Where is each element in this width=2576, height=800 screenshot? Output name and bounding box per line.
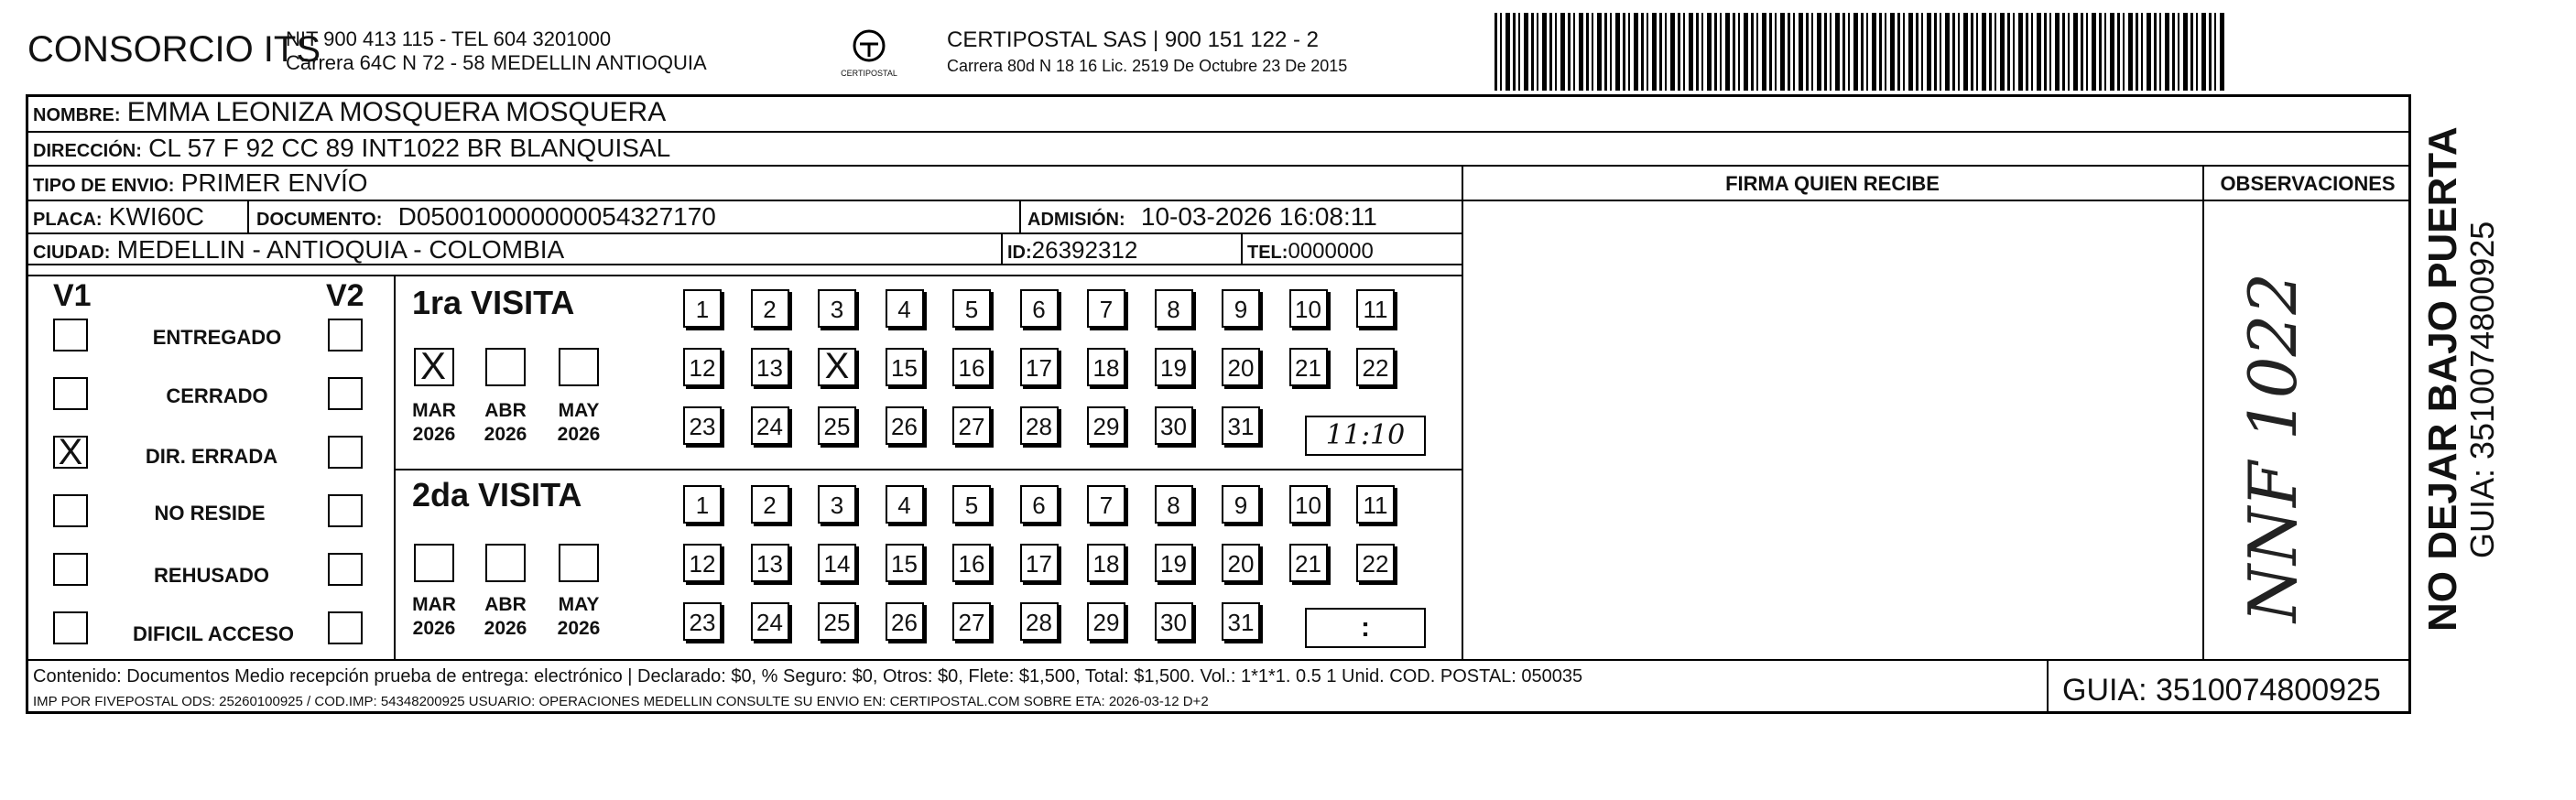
v1-rehusado-checkbox[interactable]: [53, 553, 88, 586]
visit1-day-31[interactable]: 31: [1222, 406, 1260, 445]
visit1-day-8[interactable]: 8: [1155, 289, 1193, 328]
visit1-day-28[interactable]: 28: [1020, 406, 1059, 445]
id-label: ID:: [1007, 243, 1032, 263]
v2-header: V2: [326, 278, 364, 313]
visit1-day-15[interactable]: 15: [886, 348, 924, 386]
visit1-day-3[interactable]: 3: [818, 289, 856, 328]
carrier-info: [947, 27, 1347, 76]
visit2-day-2[interactable]: 2: [751, 485, 789, 524]
v2-entregado-checkbox[interactable]: [328, 319, 363, 351]
v1-no-reside-checkbox[interactable]: [53, 494, 88, 527]
visit2-day-31[interactable]: 31: [1222, 602, 1260, 641]
visit2-day-7[interactable]: 7: [1087, 485, 1125, 524]
tel-label: TEL:: [1247, 243, 1288, 263]
visit2-day-1[interactable]: 1: [683, 485, 722, 524]
v1-cerrado-checkbox[interactable]: [53, 377, 88, 410]
v1-dificil-acceso-checkbox[interactable]: [53, 611, 88, 644]
nombre-row: [33, 99, 666, 129]
company-name: CONSORCIO ITS: [27, 29, 321, 70]
visit2-day-25[interactable]: 25: [818, 602, 856, 641]
visit2-day-10[interactable]: 10: [1289, 485, 1328, 524]
visit2-month-abr-checkbox[interactable]: [485, 544, 526, 582]
visit2-day-23[interactable]: 23: [683, 602, 722, 641]
v2-dir-errada-checkbox[interactable]: [328, 436, 363, 469]
documento-row: [256, 203, 716, 233]
visit2-day-12[interactable]: 12: [683, 544, 722, 582]
visit1-day-2[interactable]: 2: [751, 289, 789, 328]
observaciones-header: OBSERVACIONES: [2220, 172, 2396, 195]
visit1-day-30[interactable]: 30: [1155, 406, 1193, 445]
visit1-day-26[interactable]: 26: [886, 406, 924, 445]
visit1-day-4[interactable]: 4: [886, 289, 924, 328]
visit2-month-may: MAY 2026: [557, 594, 601, 639]
side-instruction: NO DEJAR BAJO PUERTA: [2420, 126, 2465, 632]
admision-value: 10-03-2026 16:08:11: [1140, 202, 1377, 231]
visit2-day-22[interactable]: 22: [1356, 544, 1395, 582]
v1-header: V1: [53, 278, 92, 313]
v1-dir-errada-checkbox[interactable]: [53, 432, 88, 472]
placa-value: KWI60C: [108, 202, 205, 231]
ciudad-value: MEDELLIN - ANTIOQUIA - COLOMBIA: [116, 235, 565, 264]
reason-no-reside: NO RESIDE: [154, 502, 266, 524]
carrier-address: Carrera 80d N 18 16 Lic. 2519 De Octubre 23 De 2015: [947, 57, 1348, 75]
visit1-day-1[interactable]: 1: [683, 289, 722, 328]
reason-dificil-acceso: DIFICIL ACCESO: [132, 622, 294, 645]
visit2-day-21[interactable]: 21: [1289, 544, 1328, 582]
documento-label: DOCUMENTO:: [256, 210, 383, 230]
visit2-day-5[interactable]: 5: [952, 485, 991, 524]
visit1-month-abr: ABR 2026: [484, 400, 527, 445]
id-row: [1007, 236, 1137, 266]
visit1-month-may: MAY 2026: [557, 400, 601, 445]
visit1-day-9[interactable]: 9: [1222, 289, 1260, 328]
visit2-title: 2da VISITA: [412, 476, 582, 514]
visit2-day-29[interactable]: 29: [1087, 602, 1125, 641]
admision-label: ADMISIÓN:: [1027, 210, 1125, 230]
visit2-month-abr: ABR 2026: [484, 594, 527, 639]
visit2-month-mar: MAR 2026: [412, 594, 456, 639]
x-mark-icon: X: [419, 344, 446, 387]
visit2-day-27[interactable]: 27: [952, 602, 991, 641]
visit1-day-16[interactable]: 16: [952, 348, 991, 386]
documento-value: D050010000000054327170: [397, 202, 716, 231]
visit2-day-15[interactable]: 15: [886, 544, 924, 582]
x-mark-icon: X: [824, 346, 850, 386]
contenido-text: Contenido: Documentos Medio recepción prueba de entrega: electrónico | Declarado: $0, % Seguro: $0, Otros: $0, Flete: $1,500, Total: $1,500. Vol.: 1*1*1. 0.5 1 Unid. COD. POSTAL: 050035: [33, 666, 1583, 686]
v2-rehusado-checkbox[interactable]: [328, 553, 363, 586]
visit2-day-18[interactable]: 18: [1087, 544, 1125, 582]
tipo-envio-label: TIPO DE ENVIO:: [33, 176, 175, 196]
visit2-day-4[interactable]: 4: [886, 485, 924, 524]
direccion-value: CL 57 F 92 CC 89 INT1022 BR BLANQUISAL: [148, 134, 671, 162]
ciudad-row: [33, 236, 564, 266]
direccion-row: [33, 135, 670, 165]
visit2-day-24[interactable]: 24: [751, 602, 789, 641]
visit1-month-abr-checkbox[interactable]: [485, 348, 526, 386]
barcode: [1495, 13, 2227, 91]
v2-no-reside-checkbox[interactable]: [328, 494, 363, 527]
reason-rehusado: REHUSADO: [154, 564, 269, 587]
direccion-label: DIRECCIÓN:: [33, 141, 142, 161]
logo-icon: [851, 27, 887, 64]
visit1-day-7[interactable]: 7: [1087, 289, 1125, 328]
visit2-day-20[interactable]: 20: [1222, 544, 1260, 582]
visit1-day-5[interactable]: 5: [952, 289, 991, 328]
visit1-month-mar: MAR 2026: [412, 400, 456, 445]
visit1-day-23[interactable]: 23: [683, 406, 722, 445]
tipo-envio-row: [33, 169, 368, 200]
visit2-day-14[interactable]: 14: [818, 544, 856, 582]
reason-cerrado: CERRADO: [166, 384, 268, 407]
visit2-day-30[interactable]: 30: [1155, 602, 1193, 641]
guia-box: GUIA: 3510074800925: [2062, 673, 2381, 708]
ciudad-label: CIUDAD:: [33, 243, 111, 263]
v2-dificil-acceso-checkbox[interactable]: [328, 611, 363, 644]
tel-row: [1247, 236, 1374, 266]
reason-entregado: ENTREGADO: [152, 326, 282, 349]
admision-row: [1027, 203, 1377, 233]
visit2-day-17[interactable]: 17: [1020, 544, 1059, 582]
handwritten-observation: NNF 1022: [2234, 272, 2311, 622]
visit2-day-26[interactable]: 26: [886, 602, 924, 641]
v1-entregado-checkbox[interactable]: [53, 319, 88, 351]
visit1-day-17[interactable]: 17: [1020, 348, 1059, 386]
visit1-day-12[interactable]: 12: [683, 348, 722, 386]
visit1-title: 1ra VISITA: [412, 284, 575, 321]
visit2-day-3[interactable]: 3: [818, 485, 856, 524]
visit2-time[interactable]: :: [1305, 608, 1426, 648]
visit2-day-28[interactable]: 28: [1020, 602, 1059, 641]
tipo-envio-value: PRIMER ENVÍO: [180, 168, 368, 197]
visit1-day-13[interactable]: 13: [751, 348, 789, 386]
visit2-day-11[interactable]: 11: [1356, 485, 1395, 524]
company-nit: NIT 900 413 115 - TEL 604 3201000: [286, 27, 612, 50]
visit1-day-18[interactable]: 18: [1087, 348, 1125, 386]
visit1-day-19[interactable]: 19: [1155, 348, 1193, 386]
visit1-day-10[interactable]: 10: [1289, 289, 1328, 328]
visit1-day-25[interactable]: 25: [818, 406, 856, 445]
visit2-month-mar-checkbox[interactable]: [414, 544, 454, 582]
carrier-line: CERTIPOSTAL SAS | 900 151 122 - 2: [947, 27, 1319, 52]
visit1-day-21[interactable]: 21: [1289, 348, 1328, 386]
visit1-day-20[interactable]: 20: [1222, 348, 1260, 386]
v2-cerrado-checkbox[interactable]: [328, 377, 363, 410]
visit1-day-29[interactable]: 29: [1087, 406, 1125, 445]
visit1-day-27[interactable]: 27: [952, 406, 991, 445]
company-address: Carrera 64C N 72 - 58 MEDELLIN ANTIOQUIA: [286, 51, 707, 74]
visit2-day-16[interactable]: 16: [952, 544, 991, 582]
imp-text: IMP POR FIVEPOSTAL ODS: 25260100925 / COD.IMP: 54348200925 USUARIO: OPERACIONES MEDELLIN CONSULTE SU ENVIO EN: CERTIPOSTAL.COM SOBRE ETA: 2026-03-12 D+2: [33, 694, 1209, 709]
company-info: [286, 27, 707, 75]
visit1-day-6[interactable]: 6: [1020, 289, 1059, 328]
visit2-day-13[interactable]: 13: [751, 544, 789, 582]
visit2-day-8[interactable]: 8: [1155, 485, 1193, 524]
visit2-day-6[interactable]: 6: [1020, 485, 1059, 524]
side-guia: GUIA: 3510074800925: [2463, 221, 2501, 558]
visit1-month-mar-checkbox[interactable]: [414, 344, 454, 387]
visit1-month-may-checkbox[interactable]: [559, 348, 599, 386]
visit1-day-14[interactable]: [818, 348, 856, 386]
id-value: 26392312: [1031, 236, 1138, 264]
visit1-day-22[interactable]: 22: [1356, 348, 1395, 386]
visit2-day-9[interactable]: 9: [1222, 485, 1260, 524]
reason-dir-errada: DIR. ERRADA: [145, 445, 278, 468]
placa-row: [33, 203, 204, 233]
logo-caption: CERTIPOSTAL: [841, 69, 897, 78]
visit1-day-24[interactable]: 24: [751, 406, 789, 445]
tel-value: 0000000: [1288, 239, 1374, 264]
firma-header: FIRMA QUIEN RECIBE: [1725, 172, 1940, 195]
nombre-value: EMMA LEONIZA MOSQUERA MOSQUERA: [126, 97, 667, 127]
nombre-label: NOMBRE:: [33, 105, 121, 125]
visit1-day-11[interactable]: 11: [1356, 289, 1395, 328]
visit2-day-19[interactable]: 19: [1155, 544, 1193, 582]
x-mark-icon: X: [58, 432, 83, 472]
placa-label: PLACA:: [33, 210, 103, 230]
certipostal-logo: [828, 27, 910, 78]
visit2-month-may-checkbox[interactable]: [559, 544, 599, 582]
visit1-time[interactable]: 11:10: [1305, 416, 1426, 456]
